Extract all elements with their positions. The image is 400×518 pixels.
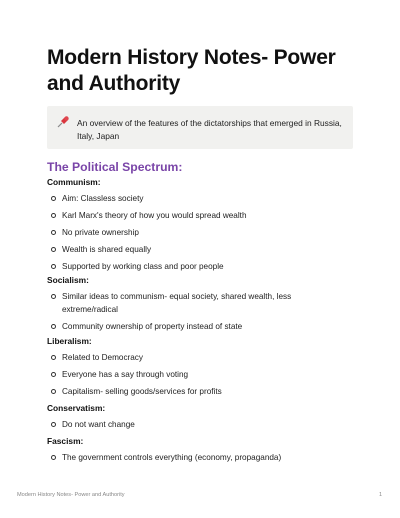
heading-conservatism: Conservatism: xyxy=(47,403,106,413)
list-item: Everyone has a say through voting xyxy=(47,368,347,381)
list-item: The government controls everything (economy, propaganda) xyxy=(47,451,347,464)
list-item: Related to Democracy xyxy=(47,351,347,364)
page-title: Modern History Notes- Power and Authority xyxy=(47,46,336,95)
list-item: Karl Marx's theory of how you would spread wealth xyxy=(47,209,347,222)
list-item: Aim: Classless society xyxy=(47,192,347,205)
list-item: Similar ideas to communism- equal society, shared wealth, less extreme/radical xyxy=(47,290,347,316)
list-liberalism xyxy=(47,351,347,402)
heading-socialism: Socialism: xyxy=(47,275,89,285)
callout-box xyxy=(47,106,353,149)
page-number: 1 xyxy=(379,492,383,498)
heading-liberalism: Liberalism: xyxy=(47,336,92,346)
list-communism xyxy=(47,192,347,277)
list-conservatism xyxy=(47,418,347,435)
page-footer: Modern History Notes- Power and Authority xyxy=(17,492,125,498)
list-item: Capitalism- selling goods/services for profits xyxy=(47,385,347,398)
heading-communism: Communism: xyxy=(47,177,101,187)
section-heading-political-spectrum: The Political Spectrum: xyxy=(47,160,183,174)
list-item: No private ownership xyxy=(47,226,347,239)
list-item: Community ownership of property instead of state xyxy=(47,320,347,333)
list-socialism xyxy=(47,290,347,337)
list-item: Wealth is shared equally xyxy=(47,243,347,256)
pushpin-icon xyxy=(56,115,70,129)
list-item: Do not want change xyxy=(47,418,347,431)
list-item: Supported by working class and poor people xyxy=(47,260,347,273)
callout-text: An overview of the features of the dictatorships that emerged in Russia, Italy, Japan xyxy=(77,118,342,141)
list-fascism xyxy=(47,451,347,468)
heading-fascism: Fascism: xyxy=(47,436,84,446)
